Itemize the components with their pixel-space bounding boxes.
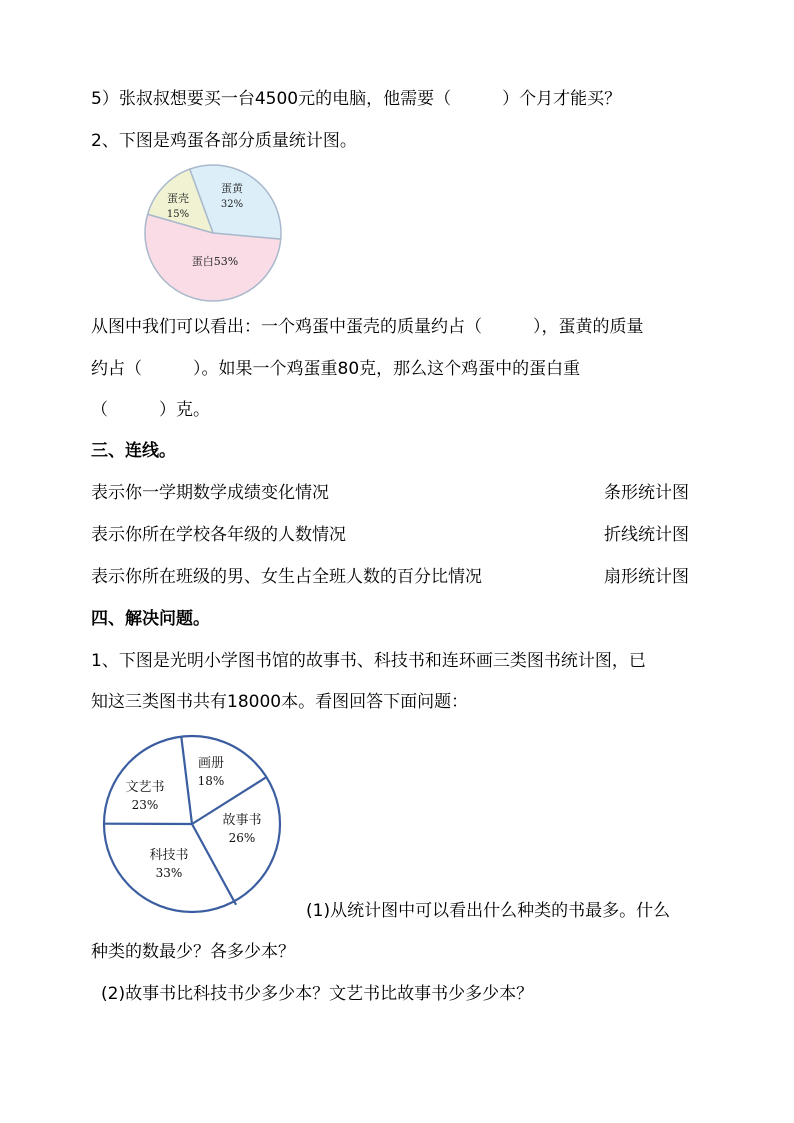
problem-1-line-1: 1、下图是光明小学图书馆的故事书、科技书和连环画三类图书统计图，已 [91,651,646,671]
egg-text-line-1: 从图中我们可以看出：一个鸡蛋中蛋壳的质量约占（ ），蛋黄的质量 [91,317,644,337]
egg-label-2: 蛋白53% [191,255,239,268]
section-4-title: 四、解决问题。 [91,609,210,629]
problem-1-q1-line-b: 种类的数最少？各多少本？ [91,942,295,962]
question-5: 5）张叔叔想要买一台4500元的电脑，他需要（ ）个月才能买？ [91,89,622,109]
match-right-2: 折线统计图 [604,525,689,545]
match-right-1: 条形统计图 [604,483,689,503]
match-left-2: 表示你所在学校各年级的人数情况 [91,525,346,545]
match-left-1: 表示你一学期数学成绩变化情况 [91,483,329,503]
match-right-3: 扇形统计图 [604,567,689,587]
problem-1-line-2: 知这三类图书共有18000本。看图回答下面问题： [91,692,469,712]
egg-pct-3: 15% [166,209,190,220]
egg-label-1: 蛋黄 [221,182,243,195]
match-left-3: 表示你所在班级的男、女生占全班人数的百分比情况 [91,567,482,587]
egg-text-line-2: 约占（ ）。如果一个鸡蛋重80克，那么这个鸡蛋中的蛋白重 [91,359,581,379]
book-label-3: 科技书 [149,848,189,863]
egg-text-line-3: （ ）克。 [91,400,210,420]
book-label-4: 文艺书 [125,780,165,795]
book-label-2: 故事书 [222,813,262,828]
book-label-1: 画册 [197,756,225,771]
section-3-title: 三、连线。 [91,441,176,461]
book-pct-1: 18% [197,774,225,788]
egg-pct-1: 32% [220,199,244,210]
egg-label-3: 蛋壳 [167,192,189,205]
problem-1-q1-line-a: (1)从统计图中可以看出什么种类的书最多。什么 [306,901,671,921]
book-pct-3: 33% [155,866,183,880]
book-pct-4: 23% [131,798,159,812]
book-pie-chart [100,733,285,918]
question-2-title: 2、下图是鸡蛋各部分质量统计图。 [91,131,357,151]
problem-1-q2: (2)故事书比科技书少多少本？文艺书比故事书少多少本？ [101,984,534,1004]
egg-pie-chart [140,160,290,310]
book-pct-2: 26% [228,831,256,845]
